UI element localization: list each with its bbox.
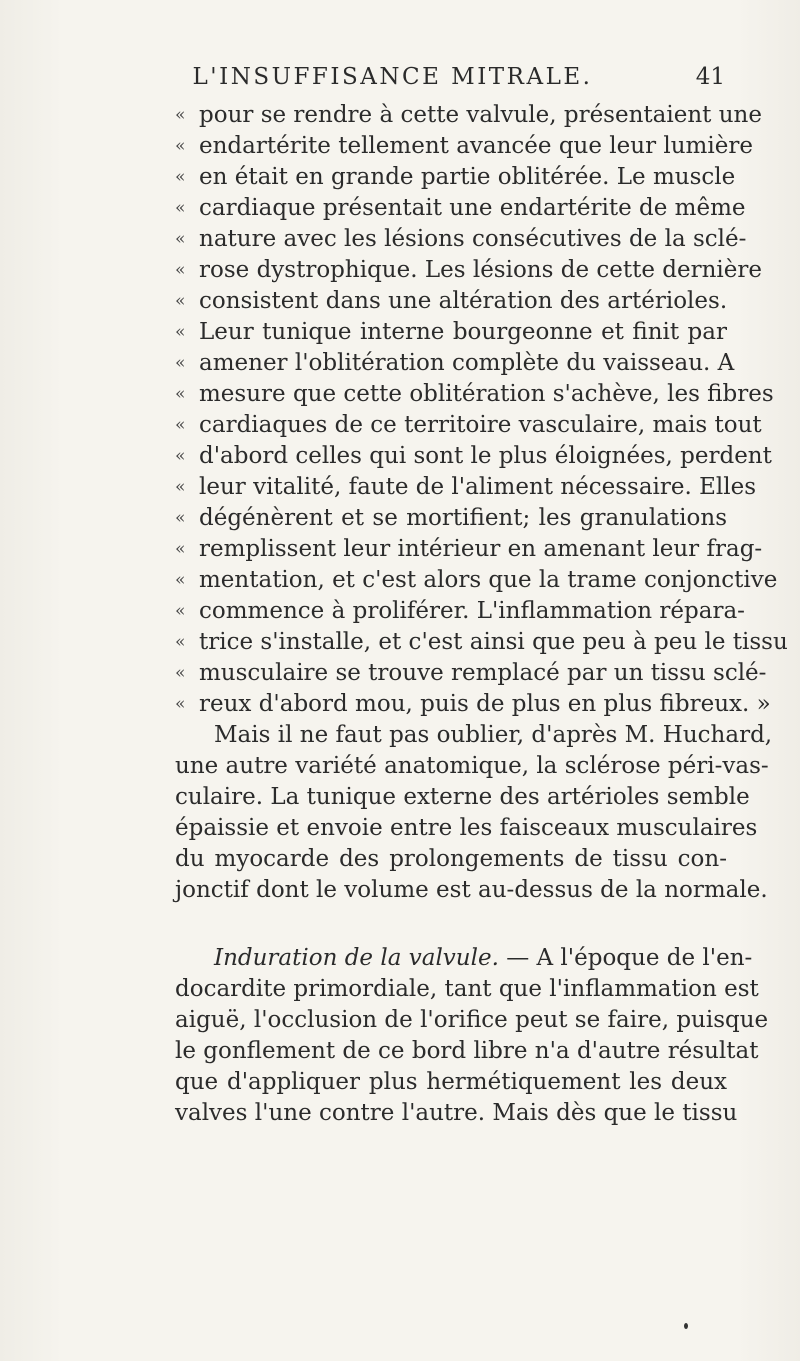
- quote-mark: «: [175, 105, 186, 125]
- page-number: 41: [695, 64, 725, 90]
- quote-mark: «: [175, 539, 186, 559]
- quote-mark: «: [175, 260, 186, 280]
- paragraph-line-text: culaire. La tunique externe des artérioles semble: [175, 784, 750, 810]
- quote-line-text: en était en grande partie oblitérée. Le muscle: [199, 164, 736, 190]
- quote-line-text: mentation, et c'est alors que la trame conjonctive: [199, 567, 778, 593]
- quote-line-text: remplissent leur intérieur en amenant leur frag-: [199, 536, 763, 562]
- quote-line-text: mesure que cette oblitération s'achève, les fibres: [199, 381, 774, 407]
- quote-line-text: leur vitalité, faute de l'aliment nécessaire. Elles: [199, 474, 757, 500]
- quote-mark: «: [175, 229, 186, 249]
- quote-mark: «: [175, 198, 186, 218]
- paragraph-line-text: jonctif dont le volume est au-dessus de la normale.: [175, 877, 768, 903]
- quote-line-text: nature avec les lésions consécutives de la sclé-: [199, 226, 747, 252]
- quote-mark: «: [175, 322, 186, 342]
- quote-mark: «: [175, 632, 186, 652]
- quote-mark: «: [175, 570, 186, 590]
- section-heading: Induration de la valvule.: [214, 945, 499, 971]
- quote-mark: «: [175, 167, 186, 187]
- paragraph-line-text: [214, 943, 753, 973]
- quote-mark: «: [175, 508, 186, 528]
- quote-mark: «: [175, 663, 186, 683]
- paragraph-line-text: que d'appliquer plus hermétiquement les deux: [175, 1069, 727, 1095]
- quote-mark: «: [175, 446, 186, 466]
- ink-speck: [684, 1323, 688, 1329]
- paragraph-line-text: du myocarde des prolongements de tissu con-: [175, 846, 727, 872]
- paragraph-line-text: aiguë, l'occlusion de l'orifice peut se faire, puisque: [175, 1007, 769, 1033]
- paragraph-line-text: docardite primordiale, tant que l'inflammation est: [175, 976, 759, 1002]
- running-title: L'INSUFFISANCE MITRALE.: [192, 64, 593, 90]
- quote-mark: «: [175, 415, 186, 435]
- quote-line-text: cardiaque présentait une endartérite de même: [199, 195, 746, 221]
- quote-line-text: musculaire se trouve remplacé par un tissu sclé-: [199, 660, 767, 686]
- quote-mark: «: [175, 136, 186, 156]
- quote-line-text: commence à proliférer. L'inflammation répara-: [199, 598, 745, 624]
- quote-line-text: pour se rendre à cette valvule, présentaient une: [199, 102, 762, 128]
- quote-line-text: dégénèrent et se mortifient; les granulations: [199, 505, 727, 531]
- quote-line-text: cardiaques de ce territoire vasculaire, mais tout: [199, 412, 762, 438]
- heading-continuation: — A l'époque de l'en-: [498, 945, 753, 971]
- paragraph-line-text: Mais il ne faut pas oublier, d'après M. Huchard,: [214, 722, 773, 748]
- quote-line-text: reux d'abord mou, puis de plus en plus fibreux. »: [199, 691, 771, 717]
- quote-line-text: Leur tunique interne bourgeonne et finit par: [199, 319, 727, 345]
- paragraph-line-text: valves l'une contre l'autre. Mais dès que le tissu: [175, 1100, 738, 1126]
- quote-line-text: consistent dans une altération des artérioles.: [199, 288, 728, 314]
- quote-mark: «: [175, 384, 186, 404]
- quote-line-text: amener l'oblitération complète du vaisseau. A: [199, 350, 735, 376]
- quote-line-text: rose dystrophique. Les lésions de cette dernière: [199, 257, 762, 283]
- paragraph-line-text: épaissie et envoie entre les faisceaux musculaires: [175, 815, 758, 841]
- quote-mark: «: [175, 477, 186, 497]
- quote-mark: «: [175, 353, 186, 373]
- page-header: [120, 64, 725, 94]
- quote-line-text: trice s'installe, et c'est ainsi que peu à peu le tissu: [199, 629, 788, 655]
- paragraph-line-text: le gonflement de ce bord libre n'a d'autre résultat: [175, 1038, 759, 1064]
- quote-mark: «: [175, 601, 186, 621]
- quote-mark: «: [175, 291, 186, 311]
- quote-line-text: d'abord celles qui sont le plus éloignées, perdent: [199, 443, 772, 469]
- paragraph-line-text: une autre variété anatomique, la sclérose péri-vas-: [175, 753, 769, 779]
- quote-line-text: endartérite tellement avancée que leur lumière: [199, 133, 753, 159]
- quote-mark: «: [175, 694, 186, 714]
